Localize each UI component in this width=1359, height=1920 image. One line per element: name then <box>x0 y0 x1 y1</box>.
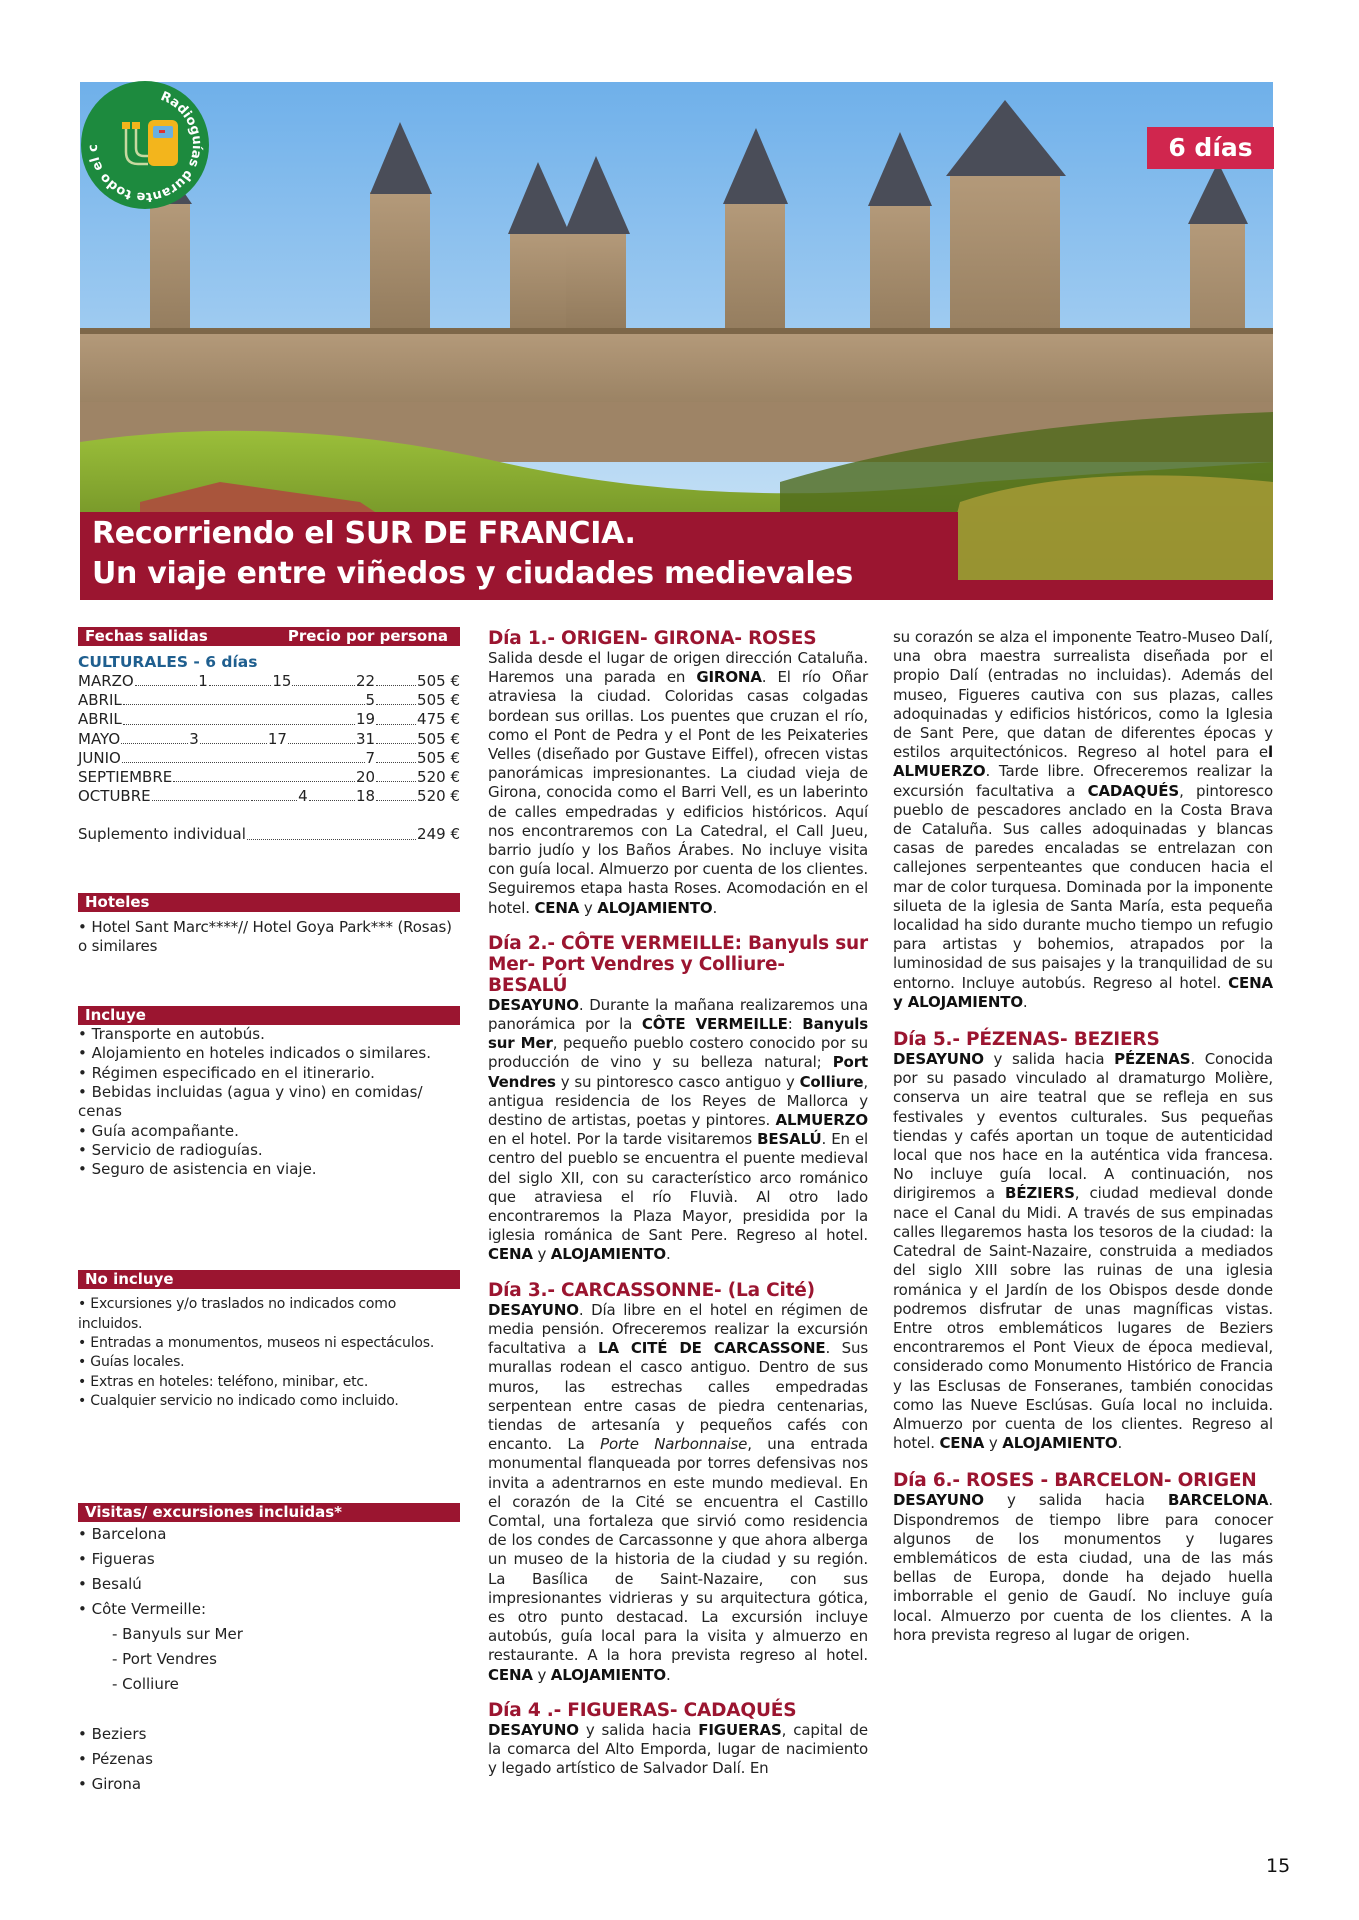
visits-header: Visitas/ excursiones incluidas* <box>78 1503 460 1522</box>
body-text: : <box>787 1015 803 1034</box>
departure-date: 3 <box>189 729 199 748</box>
price-month: SEPTIEMBRE <box>78 768 173 787</box>
body-text: , antigua residencia de los Reyes de Mallorca y destino de artistas, poetas y pintores. <box>488 1072 868 1130</box>
bold-text: DESAYUNO <box>488 1300 579 1319</box>
hotels-header: Hoteles <box>78 893 460 912</box>
price-row <box>78 749 460 768</box>
supplement-row <box>78 825 460 844</box>
body-text: y <box>579 898 598 917</box>
body-text: . <box>1117 1434 1123 1453</box>
dot-leader <box>209 672 272 686</box>
hero-photo-carcassonne <box>80 82 1273 580</box>
body-text: . Día libre en el hotel en régimen de media pensión. Ofreceremos realizar la excursión facultativa a <box>488 1300 868 1358</box>
day-1-title: Día 1.- ORIGEN- GIRONA- ROSES <box>488 628 817 649</box>
list-item: • Figueras <box>78 1550 155 1569</box>
day-4-text-continued <box>893 628 1273 1012</box>
body-text: y salida hacia <box>983 1491 1168 1510</box>
list-item: • Excursiones y/o traslados no indicados como incluidos. <box>78 1296 397 1332</box>
list-item: • Pézenas <box>78 1750 153 1769</box>
list-item: - Port Vendres <box>112 1650 217 1669</box>
body-text: . El río Oñar atraviesa la ciudad. Coloridas casas colgadas bordean sus orillas. Los puentes que cruzan el río, como el Pont de Pedra y el Pont de les Peixateries Velles (diseñado por Gustave Eiffel), ofrecen vistas panorámicas impresionantes. La ciudad vieja de Girona, conocida como el Barri Vell, es un laberinto de calles empedradas y edificios históricos. Aquí nos encontraremos con La Catedral, el Call Jueu, barrio judío y los Baños Árabes. No incluye visita con guía local. Almuerzo por cuenta de los clientes. Seguiremos etapa hasta Roses. Acomodación en el hotel. <box>488 668 869 917</box>
excludes-list <box>78 1295 460 1411</box>
price-table <box>78 672 460 806</box>
departure-date: 17 <box>267 729 287 748</box>
body-text: , una entrada monumental flanqueada por torres defensivas nos invita a adentrarnos en este mundo medieval. En el corazón de la Cité se encuentra el Castillo Comtal, una fortaleza que sirvió como residencia de los condes de Carcassonne y que ahora alberga un museo de la historia de la ciudad y su región. La Basílica de Saint-Nazaire, con sus impresionantes vidrieras y su arquitectura gótica, es otro punto destacad. La excursión incluye autobús, guía local para la visita y almuerzo en restaurante. A la hora prevista regreso al hotel. <box>488 1435 869 1665</box>
list-item: • Servicio de radioguías. <box>78 1140 263 1159</box>
bold-text: PÉZENAS <box>1114 1050 1191 1069</box>
list-item: • Beziers <box>78 1725 147 1744</box>
bold-text: Banyuls sur Mer <box>488 1015 868 1053</box>
day-3-text <box>488 1301 868 1685</box>
left-column <box>78 627 460 1797</box>
body-text: . <box>666 1665 671 1684</box>
departure-date: 15 <box>272 672 292 690</box>
list-item: • Besalú <box>78 1575 142 1594</box>
body-text: y su pintoresco casco antiguo y <box>555 1072 800 1091</box>
body-text: y <box>532 1245 551 1264</box>
title-line-1: Recorriendo el SUR DE FRANCIA. <box>92 516 636 551</box>
body-text: Porte Narbonnaise <box>600 1435 748 1454</box>
dot-leader <box>152 787 249 801</box>
dot-leader <box>123 710 355 724</box>
dot-leader <box>376 730 416 744</box>
day-5-text <box>893 1050 1273 1453</box>
day-1-text <box>488 649 868 918</box>
excludes-header: No incluye <box>78 1270 460 1289</box>
price-value: 475 € <box>417 710 460 729</box>
dot-leader <box>173 768 355 782</box>
hotels-text: • Hotel Sant Marc****// Hotel Goya Park*** (Rosas) o similares <box>78 917 452 955</box>
bold-text: DESAYUNO <box>488 1720 579 1739</box>
list-item: • Côte Vermeille: <box>78 1600 206 1619</box>
price-value: 505 € <box>417 691 460 710</box>
price-row <box>78 787 460 806</box>
dot-leader <box>292 672 355 686</box>
day-3-title: Día 3.- CARCASSONNE- (La Cité) <box>488 1279 815 1301</box>
bold-text: ALOJAMIENTO <box>550 1665 667 1684</box>
body-text: . <box>712 898 718 917</box>
prices-header <box>78 627 460 646</box>
price-month: MAYO <box>78 729 121 748</box>
price-value: 505 € <box>417 748 460 767</box>
svg-text:Radioguías durante todo el cir: Radioguías durante todo el c <box>85 89 205 205</box>
bold-text: BARCELONA <box>1167 1491 1269 1510</box>
middle-column <box>488 628 868 1778</box>
day-4-text <box>488 1721 868 1779</box>
price-month: ABRIL <box>78 710 122 729</box>
bold-text: CENA <box>939 1434 985 1453</box>
body-text: , ciudad medieval donde nace el Canal du Midi. A través de sus empinadas calles llegaremos hasta los tesoros de la ciudad: la Catedral de Saint-Nazaire, construida a mediados del siglo XIII sobre las ruinas de una iglesia románica y el Jardín de los Obispos desde donde podremos disfrutar de unas magníficas vistas. Entre otros emblemáticos lugares de Beziers encontraremos el Pont Vieux de época medieval, considerado como Monumento Histórico de Francia y las Esclusas de Fonseranes, también conocidas como las Nueve Esclúsas. Guía local no incluida. Almuerzo por cuenta de los clientes. Regreso al hotel. <box>893 1184 1274 1453</box>
bold-text: CENA <box>534 898 580 917</box>
price-row <box>78 672 460 691</box>
supplement-label: Suplemento individual <box>78 825 246 844</box>
day-4-title: Día 4 .- FIGUERAS- CADAQUÉS <box>488 1699 797 1721</box>
includes-list <box>78 1025 460 1179</box>
day-6-text <box>893 1491 1273 1645</box>
bold-text: LA CITÉ DE CARCASSONE <box>598 1339 826 1358</box>
body-text: . Tarde libre. Ofreceremos realizar la excursión facultativa a <box>893 762 1273 800</box>
day-2-text <box>488 996 868 1265</box>
list-item: • Guía acompañante. <box>78 1121 239 1140</box>
price-row <box>78 710 460 729</box>
list-item: • Barcelona <box>78 1525 167 1544</box>
bold-text: BESALÚ <box>757 1130 822 1149</box>
day-2-title: Día 2.- CÔTE VERMEILLE: Banyuls sur Mer- Port Vendres y Colliure- BESALÚ <box>488 932 868 996</box>
price-value: 505 € <box>417 672 460 690</box>
price-row <box>78 730 460 749</box>
departure-date: 1 <box>198 672 208 690</box>
departure-date: 31 <box>355 729 376 748</box>
price-value: 520 € <box>417 768 460 787</box>
list-item: • Seguro de asistencia en viaje. <box>78 1160 317 1179</box>
bold-text: l ALMUERZO <box>893 743 1273 781</box>
duration-badge: 6 días <box>1147 127 1274 169</box>
radioguide-badge <box>78 78 212 212</box>
list-item: • Extras en hoteles: teléfono, minibar, etc. <box>78 1373 369 1390</box>
price-row <box>78 768 460 787</box>
bold-text: CADAQUÉS <box>1087 781 1180 800</box>
prices-header-dates: Fechas salidas <box>85 627 208 645</box>
list-item: • Alojamiento en hoteles indicados o similares. <box>78 1044 431 1063</box>
bold-text: CENA y ALOJAMIENTO <box>893 973 1273 1011</box>
bold-text: ALOJAMIENTO <box>1002 1434 1118 1453</box>
list-item: - Banyuls sur Mer <box>112 1625 243 1644</box>
dot-leader <box>121 730 188 744</box>
dot-leader <box>376 749 416 763</box>
list-item: • Cualquier servicio no indicado como incluido. <box>78 1392 399 1409</box>
dot-leader <box>376 787 416 801</box>
body-text: y <box>532 1665 551 1684</box>
body-text: . <box>1022 992 1028 1011</box>
price-value: 505 € <box>417 729 461 748</box>
bold-text: DESAYUNO <box>893 1491 984 1510</box>
departure-date: 5 <box>365 691 376 710</box>
price-month: ABRIL <box>78 691 122 710</box>
body-text: Salida desde el lugar de origen dirección Cataluña. Haremos una parada en <box>488 649 868 687</box>
departure-date: 19 <box>355 710 376 729</box>
page-title <box>92 514 853 594</box>
body-text: . En el centro del pueblo se encuentra el puente medieval del siglo XII, con su característico arco románico que atraviesa el río Fluvià. Al otro lado encontraremos la Plaza Mayor, presidida por la iglesia románica de Sant Pere. Regreso al hotel. <box>488 1130 869 1245</box>
bold-text: Colliure <box>799 1072 864 1091</box>
bold-text: ALMUERZO <box>775 1111 868 1130</box>
bold-text: DESAYUNO <box>488 995 579 1014</box>
dot-leader <box>251 787 297 801</box>
dot-leader <box>123 691 365 705</box>
castle-illustration <box>80 82 1273 580</box>
dot-leader <box>376 672 416 686</box>
bold-text: ALOJAMIENTO <box>550 1245 667 1264</box>
dot-leader <box>376 768 416 782</box>
list-item: • Régimen especificado en el itinerario. <box>78 1063 375 1082</box>
departure-date: 22 <box>355 672 376 690</box>
body-text: . Conocida por su pasado vinculado al dramaturgo Molière, conserva un aire teatral que se refleja en sus festivales y eventos culturales. Sus pequeñas tiendas y cafés aportan un toque de autenticidad local que nos hace en la auténtica vida francesa. No incluye guía local. A continuación, nos dirigiremos a <box>893 1050 1273 1203</box>
bold-text: Port Vendres <box>488 1053 868 1091</box>
list-item: - Colliure <box>112 1675 179 1694</box>
list-item: • Bebidas incluidas (agua y vino) en comidas/ cenas <box>78 1082 423 1121</box>
list-item: • Transporte en autobús. <box>78 1025 265 1044</box>
visits-list <box>78 1522 460 1797</box>
price-month: OCTUBRE <box>78 787 151 806</box>
page-number: 15 <box>1266 1855 1291 1877</box>
price-value: 520 € <box>417 787 460 806</box>
bold-text: DESAYUNO <box>893 1050 984 1069</box>
price-month: MARZO <box>78 672 134 690</box>
bold-text: FIGUERAS <box>698 1720 782 1739</box>
dot-leader <box>122 749 365 763</box>
price-month: JUNIO <box>78 748 121 767</box>
dot-leader <box>309 787 355 801</box>
body-text: , pintoresco pueblo de pescadores anclado en la Costa Brava de Cataluña. Sus calles adoquinadas y blancas casas de paredes encaladas se entrelazan con callejones serpenteantes que conducen hacia el mar de color turquesa. Dominada por la imponente silueta de la iglesia de Santa María, esta pequeña localidad ha sido durante mucho tiempo un refugio para artistas y bohemios, atrapados por la luminosidad de sus paisajes y la tranquilidad de su entorno. Incluye autobús. Regreso al hotel. <box>893 781 1274 992</box>
body-text: . Sus murallas rodean el casco antiguo. Dentro de sus muros, las estrechas calles empedradas serpentean entre casas de piedra centenarias, tiendas de artesanía y pequeños cafés con encanto. La <box>488 1339 869 1454</box>
dot-leader <box>200 730 267 744</box>
body-text: . <box>666 1245 671 1264</box>
list-item: • Entradas a monumentos, museos ni espectáculos. <box>78 1335 435 1351</box>
radioguide-icon <box>78 78 212 212</box>
bold-text: CENA <box>488 1245 533 1264</box>
price-category: CULTURALES - 6 días <box>78 653 258 671</box>
body-text: su corazón se alza el imponente Teatro-Museo Dalí, una obra maestra surrealista diseñada por el propio Dalí (entradas no incluidas). Además del museo, Figueres cautiva con sus plazas, calles adoquinadas y edificios históricos, como la Iglesia de Sant Pere, que datan de diferentes épocas y estilos arquitectónicos. Regreso al hotel para e <box>893 628 1273 762</box>
bold-text: BÉZIERS <box>1005 1184 1075 1203</box>
dot-leader <box>247 825 416 839</box>
right-column <box>893 628 1273 1645</box>
body-text: y salida hacia <box>983 1050 1115 1069</box>
bold-text: GIRONA <box>696 668 762 687</box>
departure-date: 4 <box>298 787 308 806</box>
dot-leader <box>376 710 416 724</box>
body-text: , pequeño pueblo costero conocido por su producción de vino y su belleza natural; <box>488 1034 868 1072</box>
body-text: y salida hacia <box>578 1720 699 1739</box>
supplement-price: 249 € <box>417 825 460 844</box>
bold-text: ALOJAMIENTO <box>597 898 713 917</box>
day-6-title: Día 6.- ROSES - BARCELON- ORIGEN <box>893 1470 1257 1492</box>
list-item: • Girona <box>78 1775 142 1794</box>
includes-header: Incluye <box>78 1006 460 1025</box>
departure-date: 7 <box>365 748 376 767</box>
list-spacer <box>78 1697 460 1722</box>
day-5-title: Día 5.- PÉZENAS- BEZIERS <box>893 1029 1160 1051</box>
bold-text: CÔTE VERMEILLE <box>641 1015 788 1034</box>
body-text: , capital de la comarca del Alto Emporda, lugar de nacimiento y legado artístico de Salvador Dalí. En <box>488 1720 868 1778</box>
body-text: en el hotel. Por la tarde visitaremos <box>488 1130 758 1149</box>
title-line-2: Un viaje entre viñedos y ciudades medievales <box>92 556 853 591</box>
dot-leader <box>376 691 416 705</box>
prices-header-price: Precio por persona <box>287 627 448 645</box>
dot-leader <box>288 730 355 744</box>
dot-leader <box>135 672 198 686</box>
bold-text: CENA <box>488 1665 533 1684</box>
departure-date: 18 <box>355 787 376 806</box>
body-text: y <box>984 1434 1003 1453</box>
body-text: . Durante la mañana realizaremos una panorámica por la <box>488 995 868 1034</box>
price-row <box>78 691 460 710</box>
body-text: . Dispondremos de tiempo libre para conocer algunos de los monumentos y lugares emblemáticos de esta ciudad, una de las más bellas de Europa, donde ha dejado huella imborrable el genio de Gaudí. No incluye guía local. Almuerzo por cuenta de los clientes. A la hora prevista regreso al lugar de origen. <box>893 1491 1273 1644</box>
list-item: • Guías locales. <box>78 1354 185 1371</box>
departure-date: 20 <box>355 768 376 787</box>
